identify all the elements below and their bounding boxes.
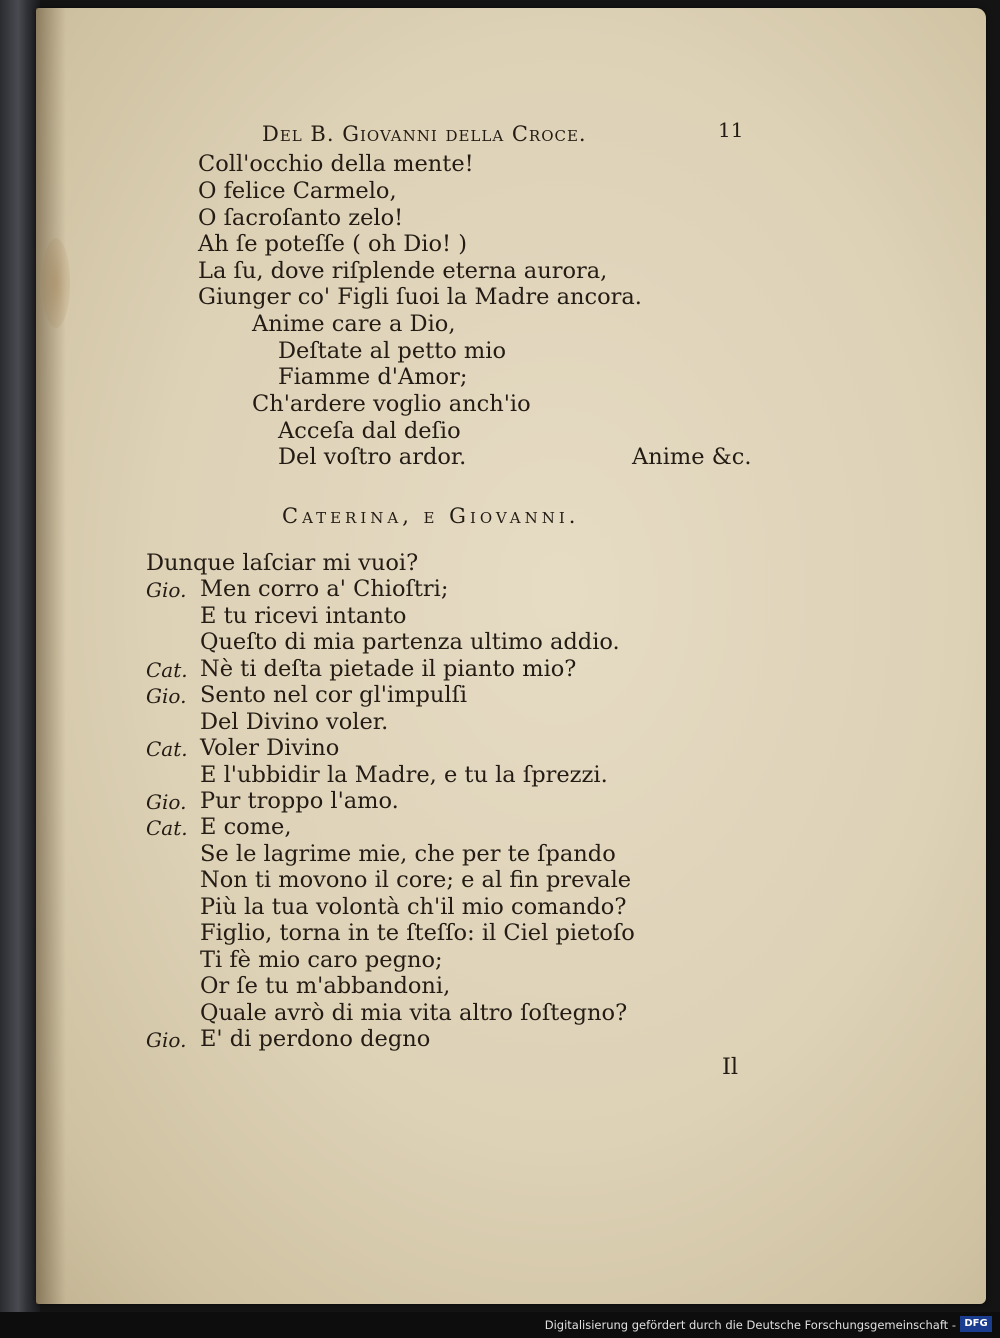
digitization-footer — [0, 1312, 1000, 1338]
running-title: Del B. Giovanni della Croce. — [262, 122, 587, 146]
dialogue-line: E' di perdono degno — [200, 1026, 431, 1052]
aria-line: Deſtate al petto mio — [278, 338, 506, 364]
verse-line: O felice Carmelo, — [198, 178, 397, 204]
dialogue-line: Figlio, torna in te ſteſſo: il Ciel pietoſo — [200, 920, 635, 946]
dialogue-line: Del Divino voler. — [200, 709, 389, 735]
footer-credit: Digitalisierung gefördert durch die Deutsche Forschungsgemeinschaft - — [544, 1318, 956, 1332]
dialogue-line: E come, — [200, 814, 292, 840]
catchword: Il — [722, 1054, 739, 1080]
aria-line: Del voſtro ardor. — [278, 444, 467, 470]
aria-line: Fiamme d'Amor; — [278, 364, 468, 390]
verse-line: Giunger co' Figli ſuoi la Madre ancora. — [198, 284, 642, 310]
speaker-label: Gio. — [146, 1028, 187, 1052]
aria-repeat-cue: Anime &c. — [632, 444, 752, 470]
dialogue-line: Voler Divino — [200, 735, 340, 761]
verse-line: Coll'occhio della mente! — [198, 151, 474, 177]
aria-line: Anime care a Dio, — [252, 311, 456, 337]
dialogue-line: Se le lagrime mie, che per te ſpando — [200, 841, 616, 867]
dialogue-line: Non ti movono il core; e al fin prevale — [200, 867, 632, 893]
dfg-logo: DFG — [960, 1316, 992, 1332]
dialogue-line: Pur troppo l'amo. — [200, 788, 399, 814]
aria-line: Acceſa dal deſio — [278, 418, 461, 444]
speaker-label: Cat. — [146, 737, 188, 761]
dialogue-line: Nè ti deſta pietade il pianto mio? — [200, 656, 577, 682]
speaker-label: Cat. — [146, 658, 188, 682]
dialogue-line: E tu ricevi intanto — [200, 603, 407, 629]
scene-heading: Caterina, e Giovanni. — [282, 504, 580, 528]
book-binding — [0, 0, 40, 1312]
speaker-label: Gio. — [146, 684, 187, 708]
page-number: 11 — [718, 118, 744, 142]
dialogue-line: Più la tua volontà ch'il mio comando? — [200, 894, 627, 920]
speaker-label: Gio. — [146, 790, 187, 814]
dialogue-line: Dunque laſciar mi vuoi? — [146, 550, 419, 576]
dialogue-line: Ti fè mio caro pegno; — [200, 947, 443, 973]
page-gutter-shadow — [36, 8, 66, 1304]
verse-line: O ſacroſanto zelo! — [198, 205, 404, 231]
dialogue-line: E l'ubbidir la Madre, e tu la ſprezzi. — [200, 762, 608, 788]
verse-line: La ſu, dove riſplende eterna aurora, — [198, 258, 608, 284]
dialogue-line: Sento nel cor gl'impulſi — [200, 682, 468, 708]
verse-line: Ah ſe poteſſe ( oh Dio! ) — [198, 231, 467, 257]
dialogue-line: Men corro a' Chioſtri; — [200, 576, 449, 602]
dialogue-line: Queſto di mia partenza ultimo addio. — [200, 629, 620, 655]
speaker-label: Cat. — [146, 816, 188, 840]
speaker-label: Gio. — [146, 578, 187, 602]
dialogue-line: Quale avrò di mia vita altro ſoſtegno? — [200, 1000, 628, 1026]
dialogue-line: Or ſe tu m'abbandoni, — [200, 973, 451, 999]
page-stain — [42, 238, 70, 328]
aria-line: Ch'ardere voglio anch'io — [252, 391, 531, 417]
